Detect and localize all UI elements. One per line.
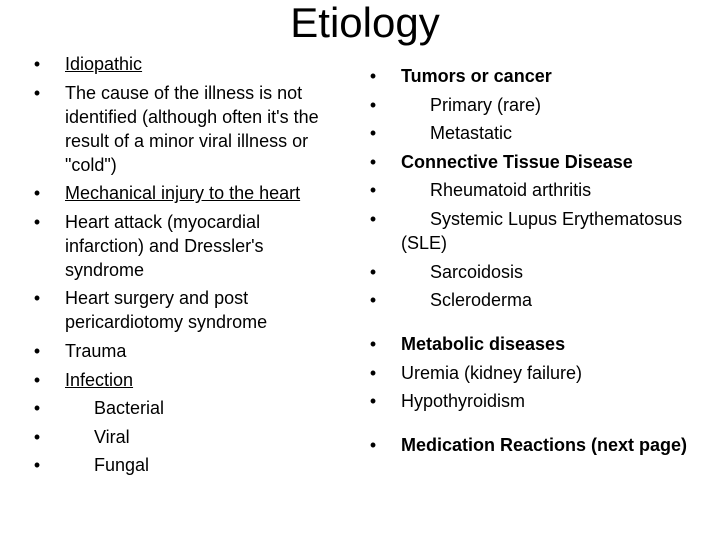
- bullet-medication: [366, 433, 696, 457]
- bullet-text: Idiopathic: [65, 54, 143, 74]
- bullet-connective-tissue: [366, 150, 696, 174]
- bullet-uremia: [366, 361, 696, 385]
- bullet-metabolic: [366, 332, 696, 356]
- bullet-text: Heart attack (myocardial infarction) and Dressler's syndrome: [65, 211, 264, 280]
- bullet-text: Metabolic diseases: [401, 334, 566, 355]
- bullet-infection: [30, 368, 340, 392]
- bullet-mechanical-injury: [30, 181, 340, 205]
- bullet-rheumatoid: [366, 178, 696, 202]
- bullet-primary: [366, 93, 696, 117]
- bullet-idiopathic: [30, 52, 340, 76]
- bullet-text: Scleroderma: [430, 290, 533, 311]
- bullet-trauma: [30, 339, 340, 363]
- bullet-text: Uremia (kidney failure): [401, 362, 583, 383]
- bullet-text: Systemic Lupus Erythematosus (SLE): [401, 208, 683, 253]
- bullet-text: Heart surgery and post pericardiotomy syndrome: [65, 288, 268, 333]
- bullet-tumors: [366, 64, 696, 88]
- bullet-text: Sarcoidosis: [430, 261, 524, 282]
- bullet-text: Primary (rare): [430, 94, 541, 115]
- bullet-bacterial: [30, 396, 340, 420]
- bullet-text: Medication Reactions (next page): [401, 435, 688, 456]
- bullet-text: Metastatic: [430, 123, 513, 144]
- bullet-text: Trauma: [65, 340, 127, 361]
- bullet-text: Rheumatoid arthritis: [430, 180, 592, 201]
- bullet-heart-surgery: [30, 286, 340, 334]
- bullet-text: Connective Tissue Disease: [401, 151, 633, 172]
- bullet-viral: [30, 425, 340, 449]
- bullet-text: Mechanical injury to the heart: [65, 183, 301, 204]
- bullet-heart-attack: [30, 210, 340, 282]
- bullet-text: Infection: [65, 369, 134, 390]
- bullet-lupus: [366, 207, 696, 255]
- bullet-sarcoidosis: [366, 260, 696, 284]
- bullet-text: Fungal: [94, 455, 150, 476]
- slide-title: Etiology: [290, 0, 440, 46]
- bullet-metastatic: [366, 121, 696, 145]
- left-bullet-list: [30, 52, 340, 482]
- bullet-text: Viral: [94, 426, 130, 447]
- bullet-cause-unidentified: [30, 81, 340, 177]
- right-bullet-list: [366, 64, 696, 462]
- bullet-fungal: [30, 453, 340, 477]
- bullet-text: Tumors or cancer: [401, 66, 552, 86]
- bullet-scleroderma: [366, 288, 696, 312]
- bullet-text: Bacterial: [94, 398, 165, 419]
- bullet-text: Hypothyroidism: [401, 391, 526, 412]
- bullet-hypothyroidism: [366, 389, 696, 413]
- bullet-text: The cause of the illness is not identified (although often it's the result of a minor viral illness or "cold"): [65, 82, 319, 175]
